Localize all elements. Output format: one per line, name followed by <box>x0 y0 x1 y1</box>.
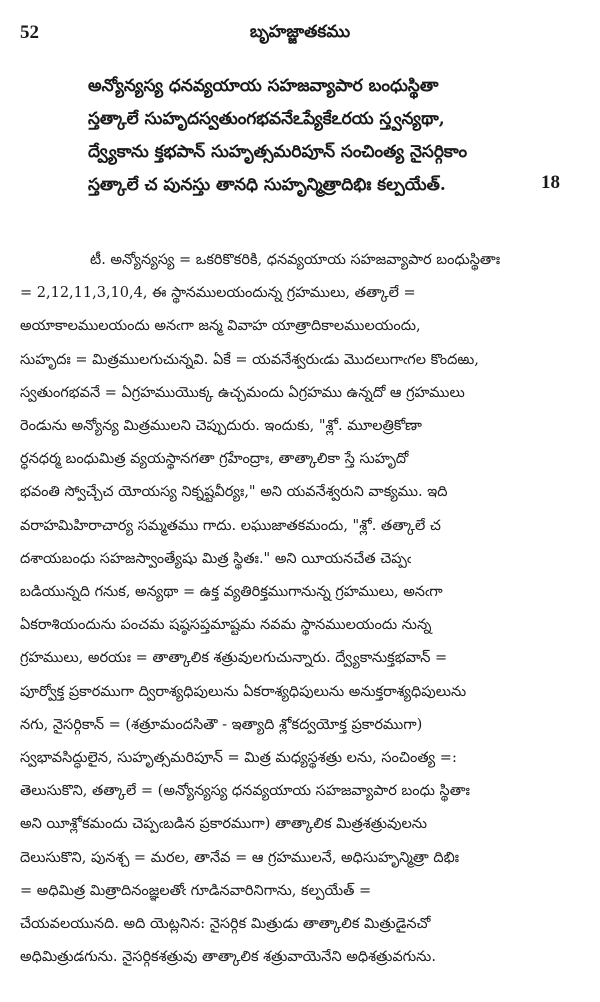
commentary-line: వరాహమిహిరాచార్య సమ్మతము గాదు. లఘుజాతకమందు, "శ్లో. తత్కాలే చ <box>20 517 441 534</box>
commentary-line: బడియున్నది గనుక, అన్యథా = ఉక్త వ్యతిరిక్తముగానున్న గ్రహములు, అనఁగా <box>20 584 443 601</box>
commentary-line: టీ. అన్యోన్యస్య = ఒకరికొకరికి, ధనవ్యయాయ సహజవ్యాపార బంధుస్థితాః <box>90 252 501 268</box>
verse-line: ద్వ్యేకాను క్తభపాన్ సుహృత్సమరిపూన్ సంచింత్య నైసర్గికాం <box>88 142 468 162</box>
commentary-body <box>20 244 580 974</box>
commentary-line: అని యీశ్లోకమందు చెప్పఁబడిన ప్రకారముగా) తాత్కాలిక మిత్రశత్రువులను <box>20 816 428 833</box>
commentary-line: ఏకరాశియందును పంచమ షష్ఠసప్తమాష్టమ నవమ స్థానములయందు నున్న <box>20 617 432 634</box>
commentary-line: దెలుసుకొని, పునశ్చ = మరల, తానేవ = ఆ గ్రహములనే, అధిసుహృన్మిత్రా దిభిః <box>20 849 460 866</box>
commentary-line: = 2,12,11,3,10,4, ఈ స్థానములయందున్న గ్రహములు, తత్కాలే = <box>20 285 416 302</box>
verse-line: స్తత్కాలే చ పునస్తు తానధి సుహృన్మిత్రాదిభిః కల్పయేత్. <box>88 175 446 195</box>
verse-number: 18 <box>541 172 560 193</box>
commentary-line: ర్ధనధర్మ బంధుమిత్ర వ్యయస్థానగతా గ్రహేంద్రాః, తాత్కాలికా స్తే సుహృదో <box>20 451 409 468</box>
commentary-line: చేయవలయునది. అది యెట్లనిన: నైసర్గిక మిత్రుడు తాత్కాలిక మిత్రుడైనచో <box>20 916 431 933</box>
page-header <box>20 22 580 50</box>
verse-line: స్తత్కాలే సుహృదస్వతుంగభవనేఽప్యేకేఽరయ స్త్వన్యథా, <box>88 109 445 129</box>
running-title: బృహజ్జాతకము <box>249 22 351 42</box>
commentary-line: స్వతుంగభవనే = ఏగ్రహముయొక్క ఉచ్చమందు ఏగ్రహము ఉన్నదో ఆ గ్రహములు <box>20 384 465 401</box>
commentary-line: నగు, నైసర్గికాన్ = (శత్రూమందసితౌ - ఇత్యాది శ్లోకద్వయోక్త ప్రకారముగా) <box>20 716 423 733</box>
verse-line: అన్యోన్యస్య ధనవ్యయాయ సహజవ్యాపార బంధుస్థితా <box>88 76 439 96</box>
sloka-verse <box>88 70 560 202</box>
page-number: 52 <box>20 22 39 43</box>
commentary-line: తెలుసుకొని, తత్కాలే = (అన్యోన్యస్య ధనవ్యయాయ సహజవ్యాపార బంధు స్థితాః <box>20 783 470 800</box>
commentary-line: అధిమిత్రుడగును. నైసర్గికశత్రువు తాత్కాలిక శత్రువాయెనేని అధిశత్రువగును. <box>20 949 436 966</box>
commentary-line: భవంతి స్వోచ్చేచ యోయస్య నిక్నష్టవీర్యః," అని యవనేశ్వరుని వాక్యము. ఇది <box>20 484 448 501</box>
commentary-line: స్వభావసిద్ధులైన, సుహృత్సమరిపూన్ = మిత్ర మధ్యస్థశత్రు లను, సంచింత్య =: <box>20 750 457 767</box>
commentary-line: గ్రహములు, అరయః = తాత్కాలిక శత్రువులగుచున్నారు. ద్వ్యేకానుక్తభవాన్ = <box>20 650 448 667</box>
commentary-line: = అధిమిత్ర మిత్రాదినంజ్ఞలతోఁ గూడినవారినిగాను, కల్పయేత్ = <box>20 882 372 899</box>
commentary-line: అయాకాలములయందు అనఁగా జన్మ వివాహ యాత్రాదికాలములయందు, <box>20 318 421 335</box>
commentary-line: పూర్వోక్త ప్రకారముగా ద్విరాశ్యధిపులును ఏకరాశ్యధిపులును అనుక్తరాశ్యధిపులును <box>20 683 467 700</box>
commentary-line: దశాయబంధు సహజస్వాంత్యేషు మిత్ర స్థితః." అని యీయనచేత చెప్పఁ <box>20 550 412 567</box>
commentary-line: రెండును అన్యోన్య మిత్రములని చెప్పుదురు. ఇందుకు, "శ్లో. మూలత్రికోణా <box>20 418 422 435</box>
commentary-line: సుహృదః = మిత్రములగుచున్నవి. ఏకే = యవనేశ్వరుఁడు మొదలుగాఁగల కొందఱు, <box>20 351 479 368</box>
